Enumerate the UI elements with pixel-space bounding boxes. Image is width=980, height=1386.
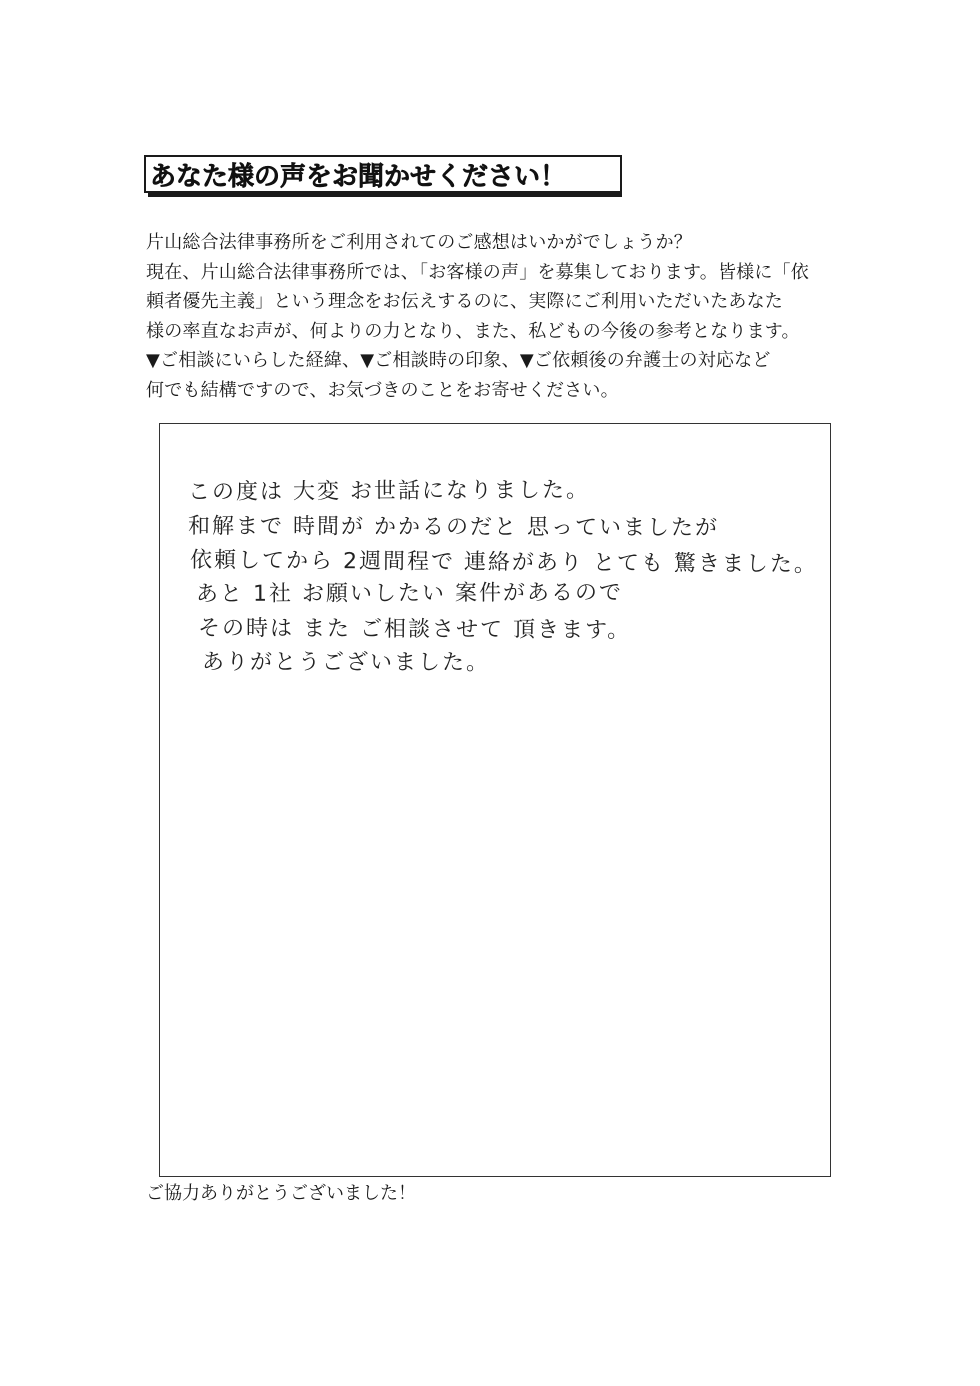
- title-box: [144, 155, 622, 193]
- comment-line: その時は また ご相談させて 頂きます。: [197, 616, 632, 644]
- intro-line: ▼ご相談にいらした経緯、▼ご相談時の印象、▼ご依頼後の弁護士の対応など: [146, 350, 771, 371]
- comment-line: 和解まで 時間が かかるのだと 思っていましたが: [187, 514, 720, 541]
- closing-message: ご協力ありがとうございました！: [146, 1183, 416, 1204]
- intro-line: 様の率直なお声が、何よりの力となり、また、私どもの今後の参考となります。: [146, 320, 800, 342]
- intro-line: 現在、片山総合法律事務所では、「お客様の声」を募集しております。皆様に「依: [146, 261, 809, 283]
- comment-line: ありがとうございました。: [201, 650, 491, 676]
- page-title: あなた様の声をお聞かせください！: [150, 161, 567, 192]
- comment-line: あと 1社 お願いしたい 案件があるので: [195, 580, 624, 607]
- intro-line: 片山総合法律事務所をご利用されてのご感想はいかがでしょうか？: [146, 232, 692, 253]
- intro-line: 何でも結構ですので、お気づきのことをお寄せください。: [146, 379, 619, 401]
- comment-line: この度は 大変 お世話になりました。: [187, 477, 591, 505]
- intro-paragraph: [146, 228, 846, 405]
- handwritten-comment: [186, 476, 819, 680]
- comment-line: 依頼してから 2週間程で 連絡があり とても 驚きました。: [189, 548, 819, 578]
- title-banner: [144, 155, 618, 195]
- intro-line: 頼者優先主義」という理念をお伝えするのに、実際にご利用いただいたあなた: [146, 291, 783, 312]
